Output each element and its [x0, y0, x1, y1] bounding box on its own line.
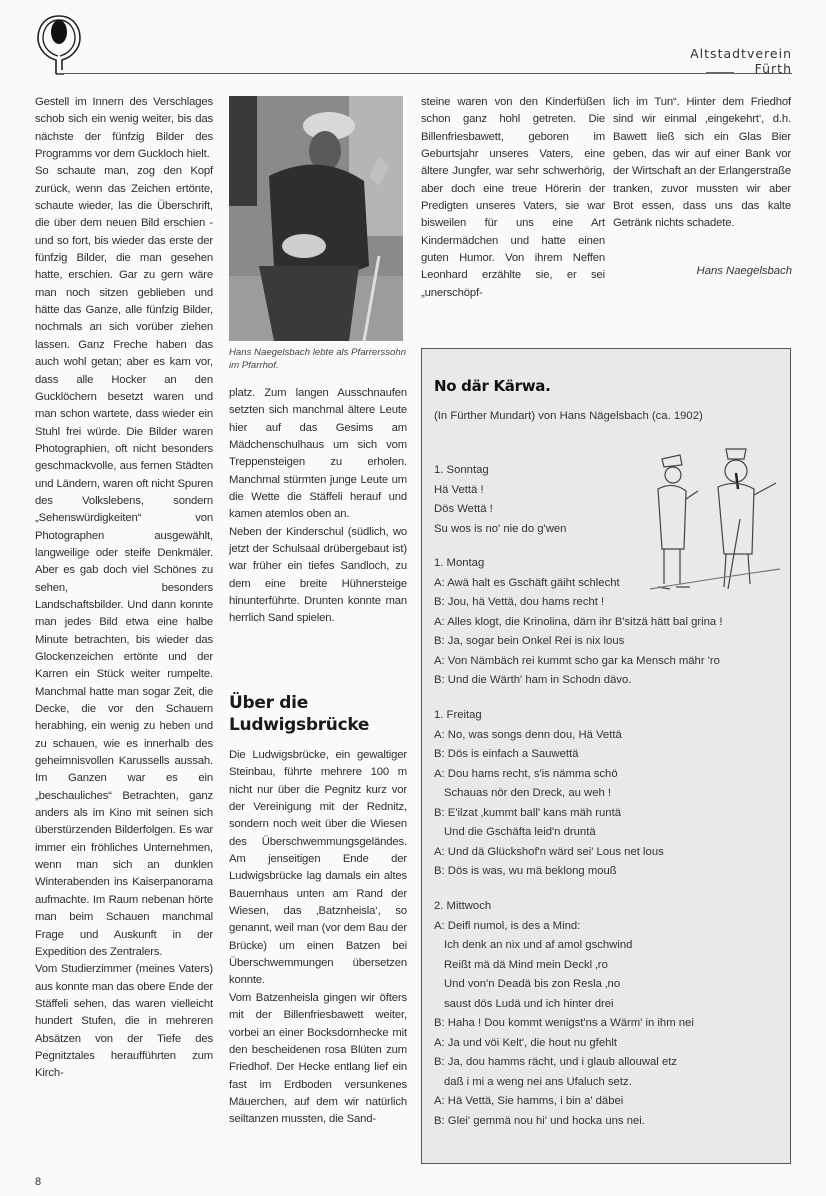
- article-column-4: [613, 94, 791, 233]
- altstadtverein-logo-icon: [34, 14, 84, 76]
- article-column-2: [229, 385, 407, 628]
- paragraph: Gestell im Innern des Verschlages schob sich ein wenig weiter, bis das nächste der fünfzig Bilder des Programms vor dem Guckloch hielt.: [35, 96, 213, 161]
- verse-line: A: Alles klogt, die Krinolina, därn ihr B'sitzä hätt bal grina !: [434, 615, 723, 628]
- paragraph: Die Ludwigsbrücke, ein gewaltiger Steinbau, führte mehrere 100 m nicht nur über die Pegnitz kurz vor der Vereinigung mit der Rednitz, sondern noch weit über die Wiesen des Überschwemmungsgeländes. Am jenseitigen Ende der Ludwigsbrücke lag damals ein altes Bauernhaus unten am Rand der Wiesen, das ‚Batznheisla‘, so genannt, weil man (vor dem Bau der Brücke) um einen Batzen bei Überschwemmungen übersetzen konnte.: [229, 749, 407, 987]
- poem-subtitle: (In Fürther Mundart) von Hans Nägelsbach (ca. 1902): [434, 410, 703, 422]
- verse-line: saust dös Ludä und ich hinter drei: [444, 997, 614, 1010]
- verse-line: B: Haha ! Dou kommt wenigst'ns a Wärm' in ihm nei: [434, 1017, 694, 1029]
- verse-line: A: Awä halt es Gschäft gäiht schlecht: [434, 576, 620, 589]
- verse-line: A: No, was songs denn dou, Hä Vettä: [434, 728, 622, 741]
- org-name: [690, 46, 792, 76]
- paragraph: Vom Studierzimmer (meines Vaters) aus konnte man das obere Ende der Stäffeli sehen, das waren vielleicht hundert Stufen, die in mehreren Absätzen von der Tiefe des Pegnitztales heraufführten zum Kirch-: [35, 963, 213, 1080]
- paragraph: Neben der Kinderschul (südlich, wo jetzt der Schulsaal drübergebaut ist) war früher ein tiefes Sandloch, zu dem eine breite Hühnersteige hinunterführte. Drunten konnte man herrlich Sand spielen.: [229, 525, 407, 625]
- verse-line: Su wos is no' nie do g'wen: [434, 522, 567, 535]
- org-name-line2: Fürth: [754, 61, 792, 76]
- verse-line: Und von'n Deadä bis zon Resla ‚no: [444, 978, 621, 990]
- stanza-heading: 1. Sonntag: [434, 464, 489, 476]
- verse-line: B: Dös is was, wu mä beklong mouß: [434, 865, 617, 877]
- verse-line: B: Jou, hä Vettä, dou hams recht !: [434, 596, 605, 608]
- verse-line: daß i mi a weng nei ans Ufaluch setz.: [444, 1075, 632, 1088]
- stanza-heading: 1. Freitag: [434, 709, 482, 721]
- page-number: 8: [35, 1176, 42, 1188]
- article-column-2-continued: [229, 747, 407, 1129]
- verse-line: Schauas nör den Dreck, au weh !: [444, 787, 612, 799]
- photo-caption: Hans Naegelsbach lebte als Pfarrerssohn im Pfarrhof.: [229, 347, 407, 371]
- verse-line: A: Deifl numol, is des a Mind:: [434, 919, 581, 932]
- verse-line: B: Ja, sogar bein Onkel Rei is nix lous: [434, 635, 625, 647]
- verse-line: A: Hä Vettä, Sie hamms, i bin a' däbei: [434, 1095, 624, 1107]
- header-rule: [62, 73, 792, 74]
- verse-line: A: Dou hams recht, s'is nämma schö: [434, 767, 618, 780]
- poem-title: No där Kärwa.: [434, 377, 551, 395]
- verse-line: B: Glei' gemmä nou hi' und hocka uns nei.: [434, 1114, 645, 1127]
- stanza-sonntag: [434, 461, 566, 539]
- stanza-freitag: [434, 706, 664, 882]
- verse-line: A: Und dä Glückshof'n wärd sei' Lous net lous: [434, 845, 664, 858]
- paragraph: So schaute man, zog den Kopf zurück, wenn das Zeichen ertönte, schaute wieder, las die Überschrift, die über dem neuen Bild erschien - und so fort, bis wieder das erste der fünfzig Bilder, die man gesehen hatte, erschien. Gar zu gern wäre man noch sitzen geblieben und hätte das Ganze, alle fünfzig Bilder, nochmals an sich vorüber ziehen lassen. Ganz Freche haben das auch wohl getan; aber es kam vor, dass alle Hocker an den Gucklöchern besetzt waren und man schon wartete, dass wieder ein Stuhl frei würde. Die Bilder waren Photographien, oft nicht besonders geschmackvolle, aus fernen Städten und Ländern, waren oft nicht Spuren des Volkslebens, sondern „Sehenswürdigkeiten“ von Photographen ausgewählt, langweilige oder steife Denkmäler. Aber es gab doch viel Schönes zu sehen, besonders Landschaftsbilder. Und dann konnte man jedes Bild etwa eine halbe Minute betrachten, bis wieder das Glockenzeichen ertönte und der Karren ein Stück weiter rumpelte. Manchmal hatte man sogar Zeit, die Decke, die vor den Schauern herabhing, ein wenig zu heben und zu schauen, wie es innerhalb des geheimnisvollen Karussells aussah. Im Ganzen war es ein „beschauliches“ Betrachten, ganz anders als im Kino mit seinen sich überstürzenden Bilderfolgen. Es war immer ein fröhliches Unternehmen, wenn man sich an dunklen Winterabenden ins Kaiserpanorama aufmachte. Im Raum nebenan hörte man beim Schauen manchmal Frage und Auskunft in der Expedition des Zentralers.: [35, 165, 213, 958]
- org-name-line1: Altstadtverein: [690, 46, 792, 61]
- stanza-heading: 1. Montag: [434, 557, 485, 569]
- verse-line: Hä Vettä !: [434, 483, 484, 496]
- verse-line: B: E'ilzat ‚kummt ball' kans mäh runtä: [434, 806, 622, 819]
- stanza-mittwoch: [434, 897, 694, 1131]
- article-column-3: [421, 94, 605, 302]
- verse-line: B: Dös is einfach a Sauwettä: [434, 748, 579, 760]
- verse-line: B: Und die Wärth' ham in Schodn dävo.: [434, 674, 632, 686]
- section-heading: Über die Ludwigsbrücke: [229, 693, 370, 735]
- verse-line: A: Von Nämbäch rei kummt scho gar ka Mensch mähr 'ro: [434, 654, 720, 667]
- verse-line: Und die Gschäfta leid'n druntä: [444, 826, 596, 838]
- author-signature: Hans Naegelsbach: [696, 265, 792, 277]
- verse-line: A: Ja und vöi Kelt', die hout nu gfehlt: [434, 1036, 618, 1049]
- paragraph: lich im Tun“. Hinter dem Friedhof sind wir einmal ‚eingekehrt‘, d.h. Bawett ließ sich ein Glas Bier geben, das wir auf einer Bank vor der Wirtschaft an der Erlangerstraße tranken, zuvor mussten wir aber Brot essen, dass uns das kalte Getränk nichts schadete.: [613, 96, 791, 230]
- article-column-1: [35, 94, 213, 1083]
- paragraph: steine waren von den Kinderfüßen schon ganz hohl getreten. Die Billenfriesbawett, geboren im Geburtsjahr unseres Vaters, eine ältere Jungfer, war sehr schwerhörig, aber doch eine treue Hörerin der Predigten unseres Vaters, sie war bisweilen für uns eine Art Kindermädchen und hatte einen guten Humor. Von ihrem Neffen Leonhard erzählte sie, er sei „unerschöpf-: [421, 96, 605, 299]
- stanza-montag: [434, 554, 723, 691]
- verse-line: Dös Wettä !: [434, 503, 493, 515]
- poem-box: [421, 348, 791, 1164]
- portrait-photo: [229, 96, 403, 341]
- paragraph: platz. Zum langen Ausschnaufen setzten sich manchmal ältere Leute hier auf das Gesims am Mädchenschulhaus um sich vom Treppensteigen zu erholen. Manchmal stürmten junge Leute um die Wette die Stäffeli herauf und kamen atemlos oben an.: [229, 387, 407, 521]
- paragraph: Vom Batzenheisla gingen wir öfters mit der Billenfriesbawett weiter, vorbei an einer Bocksdornhecke mit den bescheidenen rosa Blüten zum Friedhof. Der Hecke entlang lief ein fast im Erdboden versunkenes Mäuerchen, auf dem wir natürlich seiltanzen mussten, die Sand-: [229, 991, 407, 1126]
- stanza-heading: 2. Mittwoch: [434, 900, 492, 912]
- verse-line: Ich denk an nix und af amol gschwind: [444, 939, 633, 951]
- verse-line: B: Ja, dou hamms rächt, und i glaub allouwal etz: [434, 1056, 678, 1068]
- verse-line: Reißt mä dä Mind mein Deckl ‚ro: [444, 958, 608, 971]
